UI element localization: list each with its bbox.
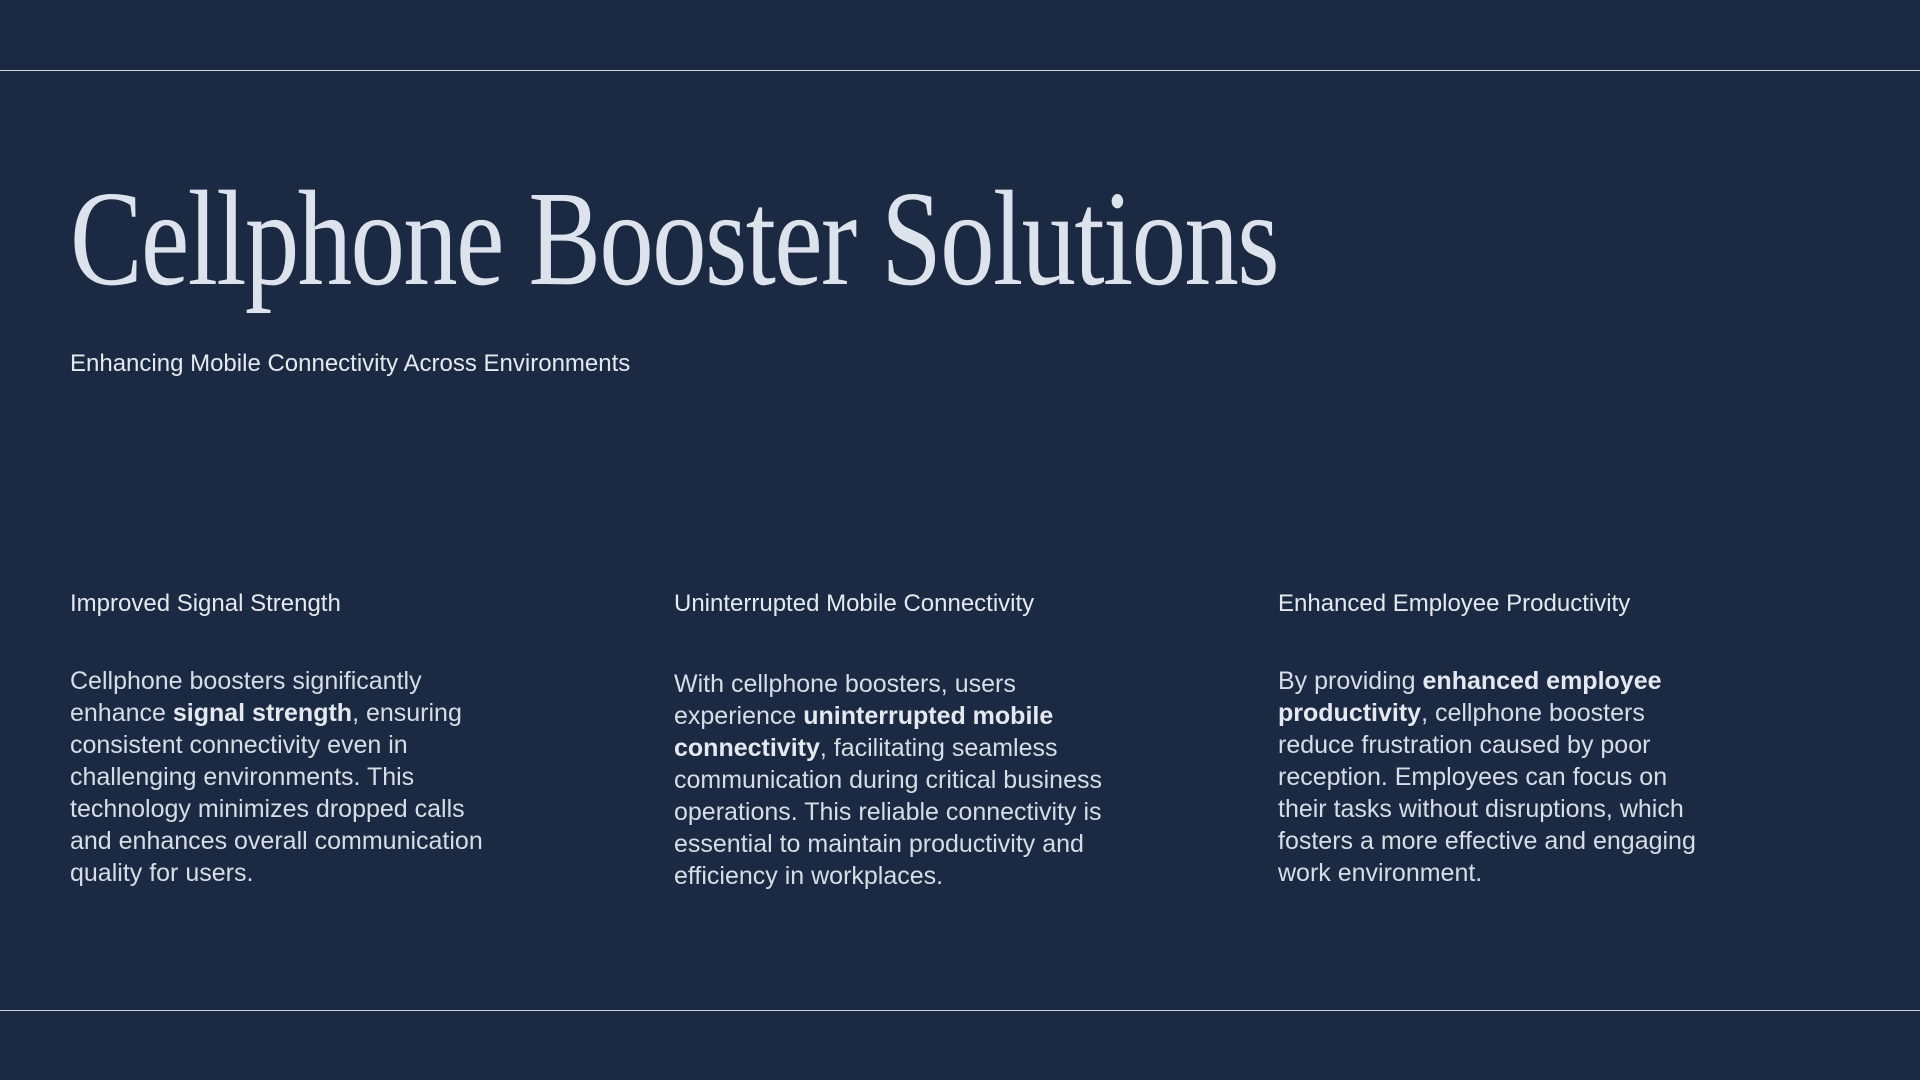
- feature-heading: Improved Signal Strength: [70, 590, 341, 617]
- feature-heading: Enhanced Employee Productivity: [1278, 590, 1631, 617]
- highlight-text: uninterrupted mobile connectivity: [674, 702, 1054, 762]
- highlight-text: signal strength: [172, 699, 353, 727]
- feature-description: Cellphone boosters significantly enhance signal strength, ensuring consistent connectivity even in challenging environments. This technology minimizes dropped calls and enhances overall communication quality for users.: [70, 667, 483, 887]
- slide-subtitle: Enhancing Mobile Connectivity Across Environments: [70, 350, 631, 377]
- feature-column-connectivity: [674, 588, 1114, 892]
- feature-column-productivity: [1278, 588, 1718, 889]
- bottom-divider: [0, 1010, 1920, 1011]
- top-divider: [0, 70, 1920, 71]
- slide-title: Cellphone Booster Solutions: [70, 164, 1278, 314]
- highlight-text: enhanced employee productivity: [1278, 667, 1662, 727]
- feature-heading: Uninterrupted Mobile Connectivity: [674, 590, 1035, 617]
- feature-description: With cellphone boosters, users experience uninterrupted mobile connectivity, facilitating seamless communication during critical business operations. This reliable connectivity is essential to maintain productivity and efficiency in workplaces.: [674, 670, 1102, 890]
- feature-description: By providing enhanced employee productivity, cellphone boosters reduce frustration caused by poor reception. Employees can focus on their tasks without disruptions, which fosters a more effective and engaging work environment.: [1278, 667, 1696, 887]
- feature-column-signal-strength: [70, 588, 510, 889]
